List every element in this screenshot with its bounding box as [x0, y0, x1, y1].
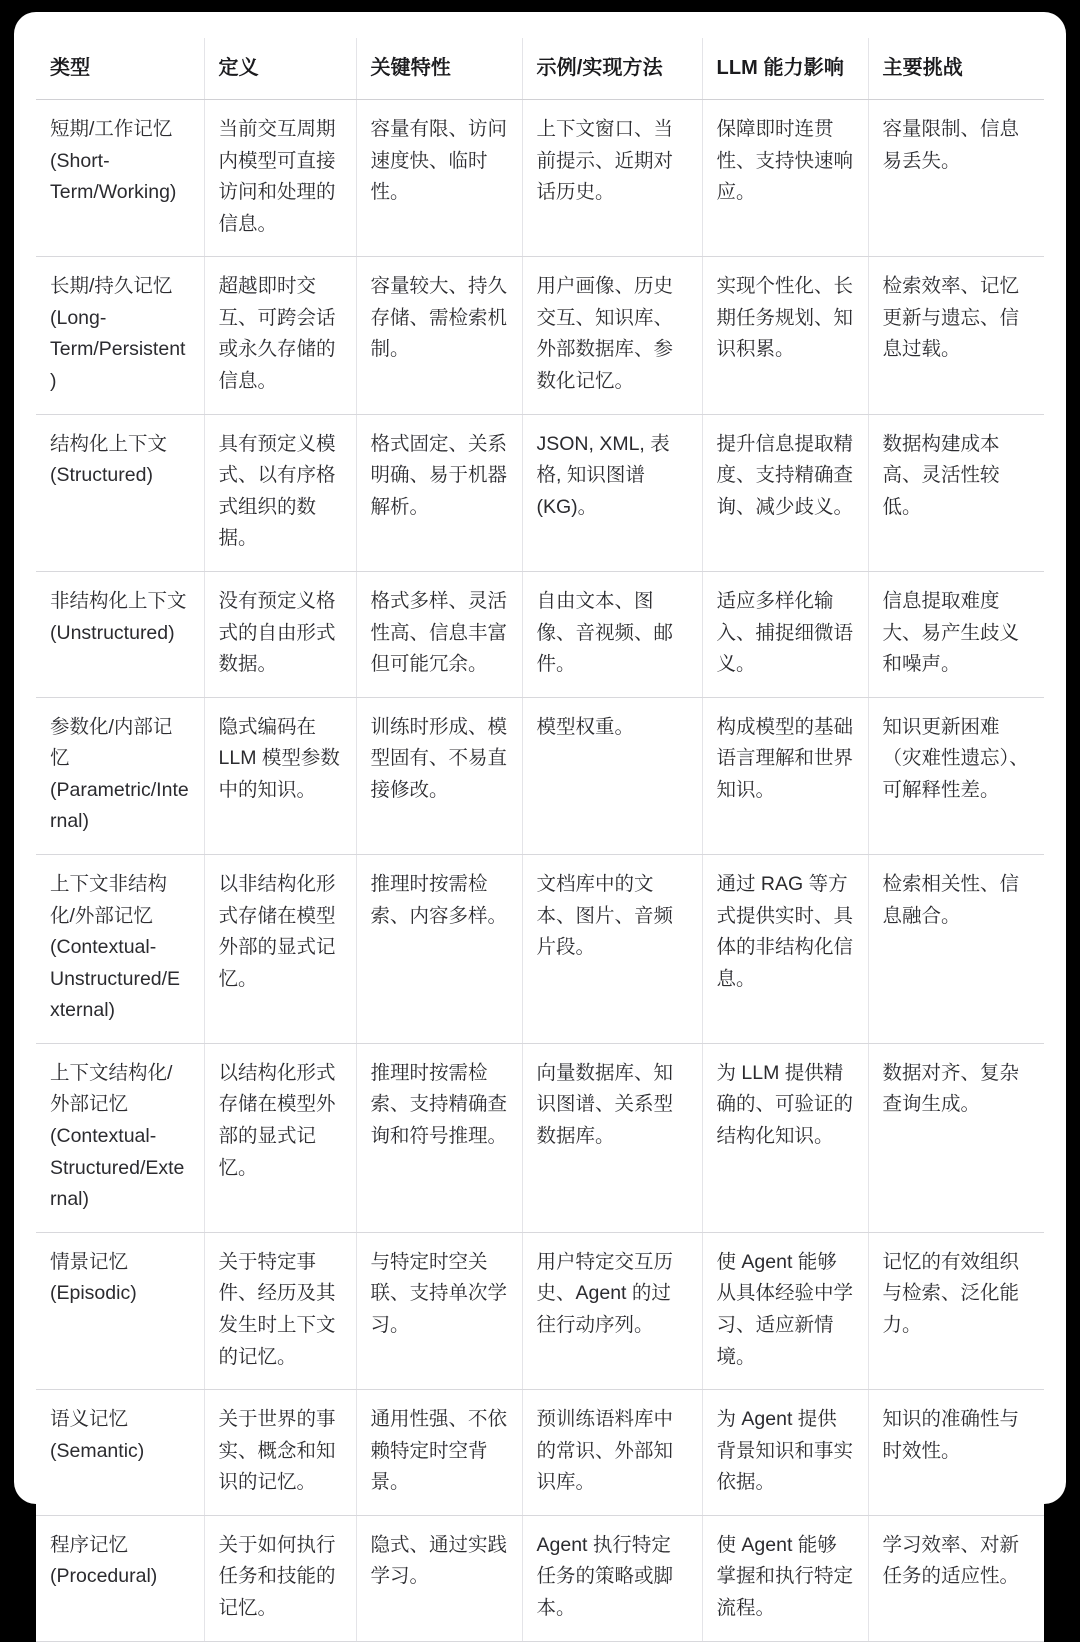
cell-challenges: 检索相关性、信息融合。 — [868, 854, 1044, 1043]
cell-key-features: 训练时形成、模型固有、不易直接修改。 — [356, 697, 522, 854]
cell-examples: 模型权重。 — [522, 697, 702, 854]
table-header — [36, 38, 1044, 100]
cell-examples: Agent 执行特定任务的策略或脚本。 — [522, 1515, 702, 1641]
document-card — [14, 12, 1066, 1619]
cell-definition: 没有预定义格式的自由形式数据。 — [204, 571, 356, 697]
column-header-definition: 定义 — [204, 38, 356, 100]
memory-types-table — [36, 38, 1044, 1642]
cell-challenges: 知识的准确性与时效性。 — [868, 1390, 1044, 1516]
cell-examples: 预训练语料库中的常识、外部知识库。 — [522, 1390, 702, 1516]
table-row — [36, 1390, 1044, 1516]
cell-llm-impact: 提升信息提取精度、支持精确查询、减少歧义。 — [702, 414, 868, 571]
cell-llm-impact: 使 Agent 能够掌握和执行特定流程。 — [702, 1515, 868, 1641]
column-header-llm-impact: LLM 能力影响 — [702, 38, 868, 100]
cell-type: 程序记忆 (Procedural) — [36, 1515, 204, 1641]
cell-llm-impact: 为 Agent 提供背景知识和事实依据。 — [702, 1390, 868, 1516]
cell-challenges: 信息提取难度大、易产生歧义和噪声。 — [868, 571, 1044, 697]
cell-type: 长期/持久记忆 (Long-Term/Persistent) — [36, 257, 204, 414]
cell-llm-impact: 使 Agent 能够从具体经验中学习、适应新情境。 — [702, 1232, 868, 1389]
cell-key-features: 通用性强、不依赖特定时空背景。 — [356, 1390, 522, 1516]
cell-examples: 用户特定交互历史、Agent 的过往行动序列。 — [522, 1232, 702, 1389]
table-row — [36, 1515, 1044, 1641]
cell-examples: 用户画像、历史交互、知识库、外部数据库、参数化记忆。 — [522, 257, 702, 414]
cell-llm-impact: 为 LLM 提供精确的、可验证的结构化知识。 — [702, 1043, 868, 1232]
cell-definition: 具有预定义模式、以有序格式组织的数据。 — [204, 414, 356, 571]
cell-key-features: 推理时按需检索、内容多样。 — [356, 854, 522, 1043]
cell-key-features: 推理时按需检索、支持精确查询和符号推理。 — [356, 1043, 522, 1232]
table-row — [36, 1043, 1044, 1232]
cell-definition: 关于如何执行任务和技能的记忆。 — [204, 1515, 356, 1641]
cell-examples: 上下文窗口、当前提示、近期对话历史。 — [522, 100, 702, 257]
cell-key-features: 与特定时空关联、支持单次学习。 — [356, 1232, 522, 1389]
cell-llm-impact: 实现个性化、长期任务规划、知识积累。 — [702, 257, 868, 414]
table-header-row — [36, 38, 1044, 100]
table-row — [36, 257, 1044, 414]
cell-key-features: 隐式、通过实践学习。 — [356, 1515, 522, 1641]
table-body — [36, 100, 1044, 1642]
column-header-type: 类型 — [36, 38, 204, 100]
cell-examples: 向量数据库、知识图谱、关系型数据库。 — [522, 1043, 702, 1232]
table-row — [36, 100, 1044, 257]
cell-type: 非结构化上下文 (Unstructured) — [36, 571, 204, 697]
column-header-key-features: 关键特性 — [356, 38, 522, 100]
cell-definition: 关于特定事件、经历及其发生时上下文的记忆。 — [204, 1232, 356, 1389]
cell-definition: 超越即时交互、可跨会话或永久存储的信息。 — [204, 257, 356, 414]
table-row — [36, 1232, 1044, 1389]
cell-definition: 当前交互周期内模型可直接访问和处理的信息。 — [204, 100, 356, 257]
cell-type: 参数化/内部记忆 (Parametric/Internal) — [36, 697, 204, 854]
cell-challenges: 学习效率、对新任务的适应性。 — [868, 1515, 1044, 1641]
cell-type: 情景记忆 (Episodic) — [36, 1232, 204, 1389]
cell-type: 短期/工作记忆 (Short-Term/Working) — [36, 100, 204, 257]
cell-definition: 隐式编码在 LLM 模型参数中的知识。 — [204, 697, 356, 854]
column-header-examples: 示例/实现方法 — [522, 38, 702, 100]
cell-llm-impact: 构成模型的基础语言理解和世界知识。 — [702, 697, 868, 854]
table-row — [36, 697, 1044, 854]
cell-challenges: 容量限制、信息易丢失。 — [868, 100, 1044, 257]
cell-key-features: 格式固定、关系明确、易于机器解析。 — [356, 414, 522, 571]
cell-challenges: 数据构建成本高、灵活性较低。 — [868, 414, 1044, 571]
table-row — [36, 854, 1044, 1043]
cell-llm-impact: 适应多样化输入、捕捉细微语义。 — [702, 571, 868, 697]
column-header-challenges: 主要挑战 — [868, 38, 1044, 100]
cell-challenges: 检索效率、记忆更新与遗忘、信息过载。 — [868, 257, 1044, 414]
cell-challenges: 记忆的有效组织与检索、泛化能力。 — [868, 1232, 1044, 1389]
cell-definition: 以结构化形式存储在模型外部的显式记忆。 — [204, 1043, 356, 1232]
table-container — [36, 38, 1044, 1642]
cell-key-features: 容量较大、持久存储、需检索机制。 — [356, 257, 522, 414]
cell-definition: 以非结构化形式存储在模型外部的显式记忆。 — [204, 854, 356, 1043]
cell-definition: 关于世界的事实、概念和知识的记忆。 — [204, 1390, 356, 1516]
table-row — [36, 571, 1044, 697]
cell-type: 上下文非结构化/外部记忆 (Contextual-Unstructured/External) — [36, 854, 204, 1043]
cell-examples: JSON, XML, 表格, 知识图谱 (KG)。 — [522, 414, 702, 571]
cell-key-features: 容量有限、访问速度快、临时性。 — [356, 100, 522, 257]
cell-key-features: 格式多样、灵活性高、信息丰富但可能冗余。 — [356, 571, 522, 697]
cell-challenges: 知识更新困难（灾难性遗忘）、可解释性差。 — [868, 697, 1044, 854]
cell-challenges: 数据对齐、复杂查询生成。 — [868, 1043, 1044, 1232]
table-row — [36, 414, 1044, 571]
cell-llm-impact: 保障即时连贯性、支持快速响应。 — [702, 100, 868, 257]
cell-examples: 文档库中的文本、图片、音频片段。 — [522, 854, 702, 1043]
cell-type: 结构化上下文 (Structured) — [36, 414, 204, 571]
cell-examples: 自由文本、图像、音视频、邮件。 — [522, 571, 702, 697]
cell-type: 上下文结构化/外部记忆 (Contextual-Structured/External) — [36, 1043, 204, 1232]
cell-llm-impact: 通过 RAG 等方式提供实时、具体的非结构化信息。 — [702, 854, 868, 1043]
cell-type: 语义记忆 (Semantic) — [36, 1390, 204, 1516]
